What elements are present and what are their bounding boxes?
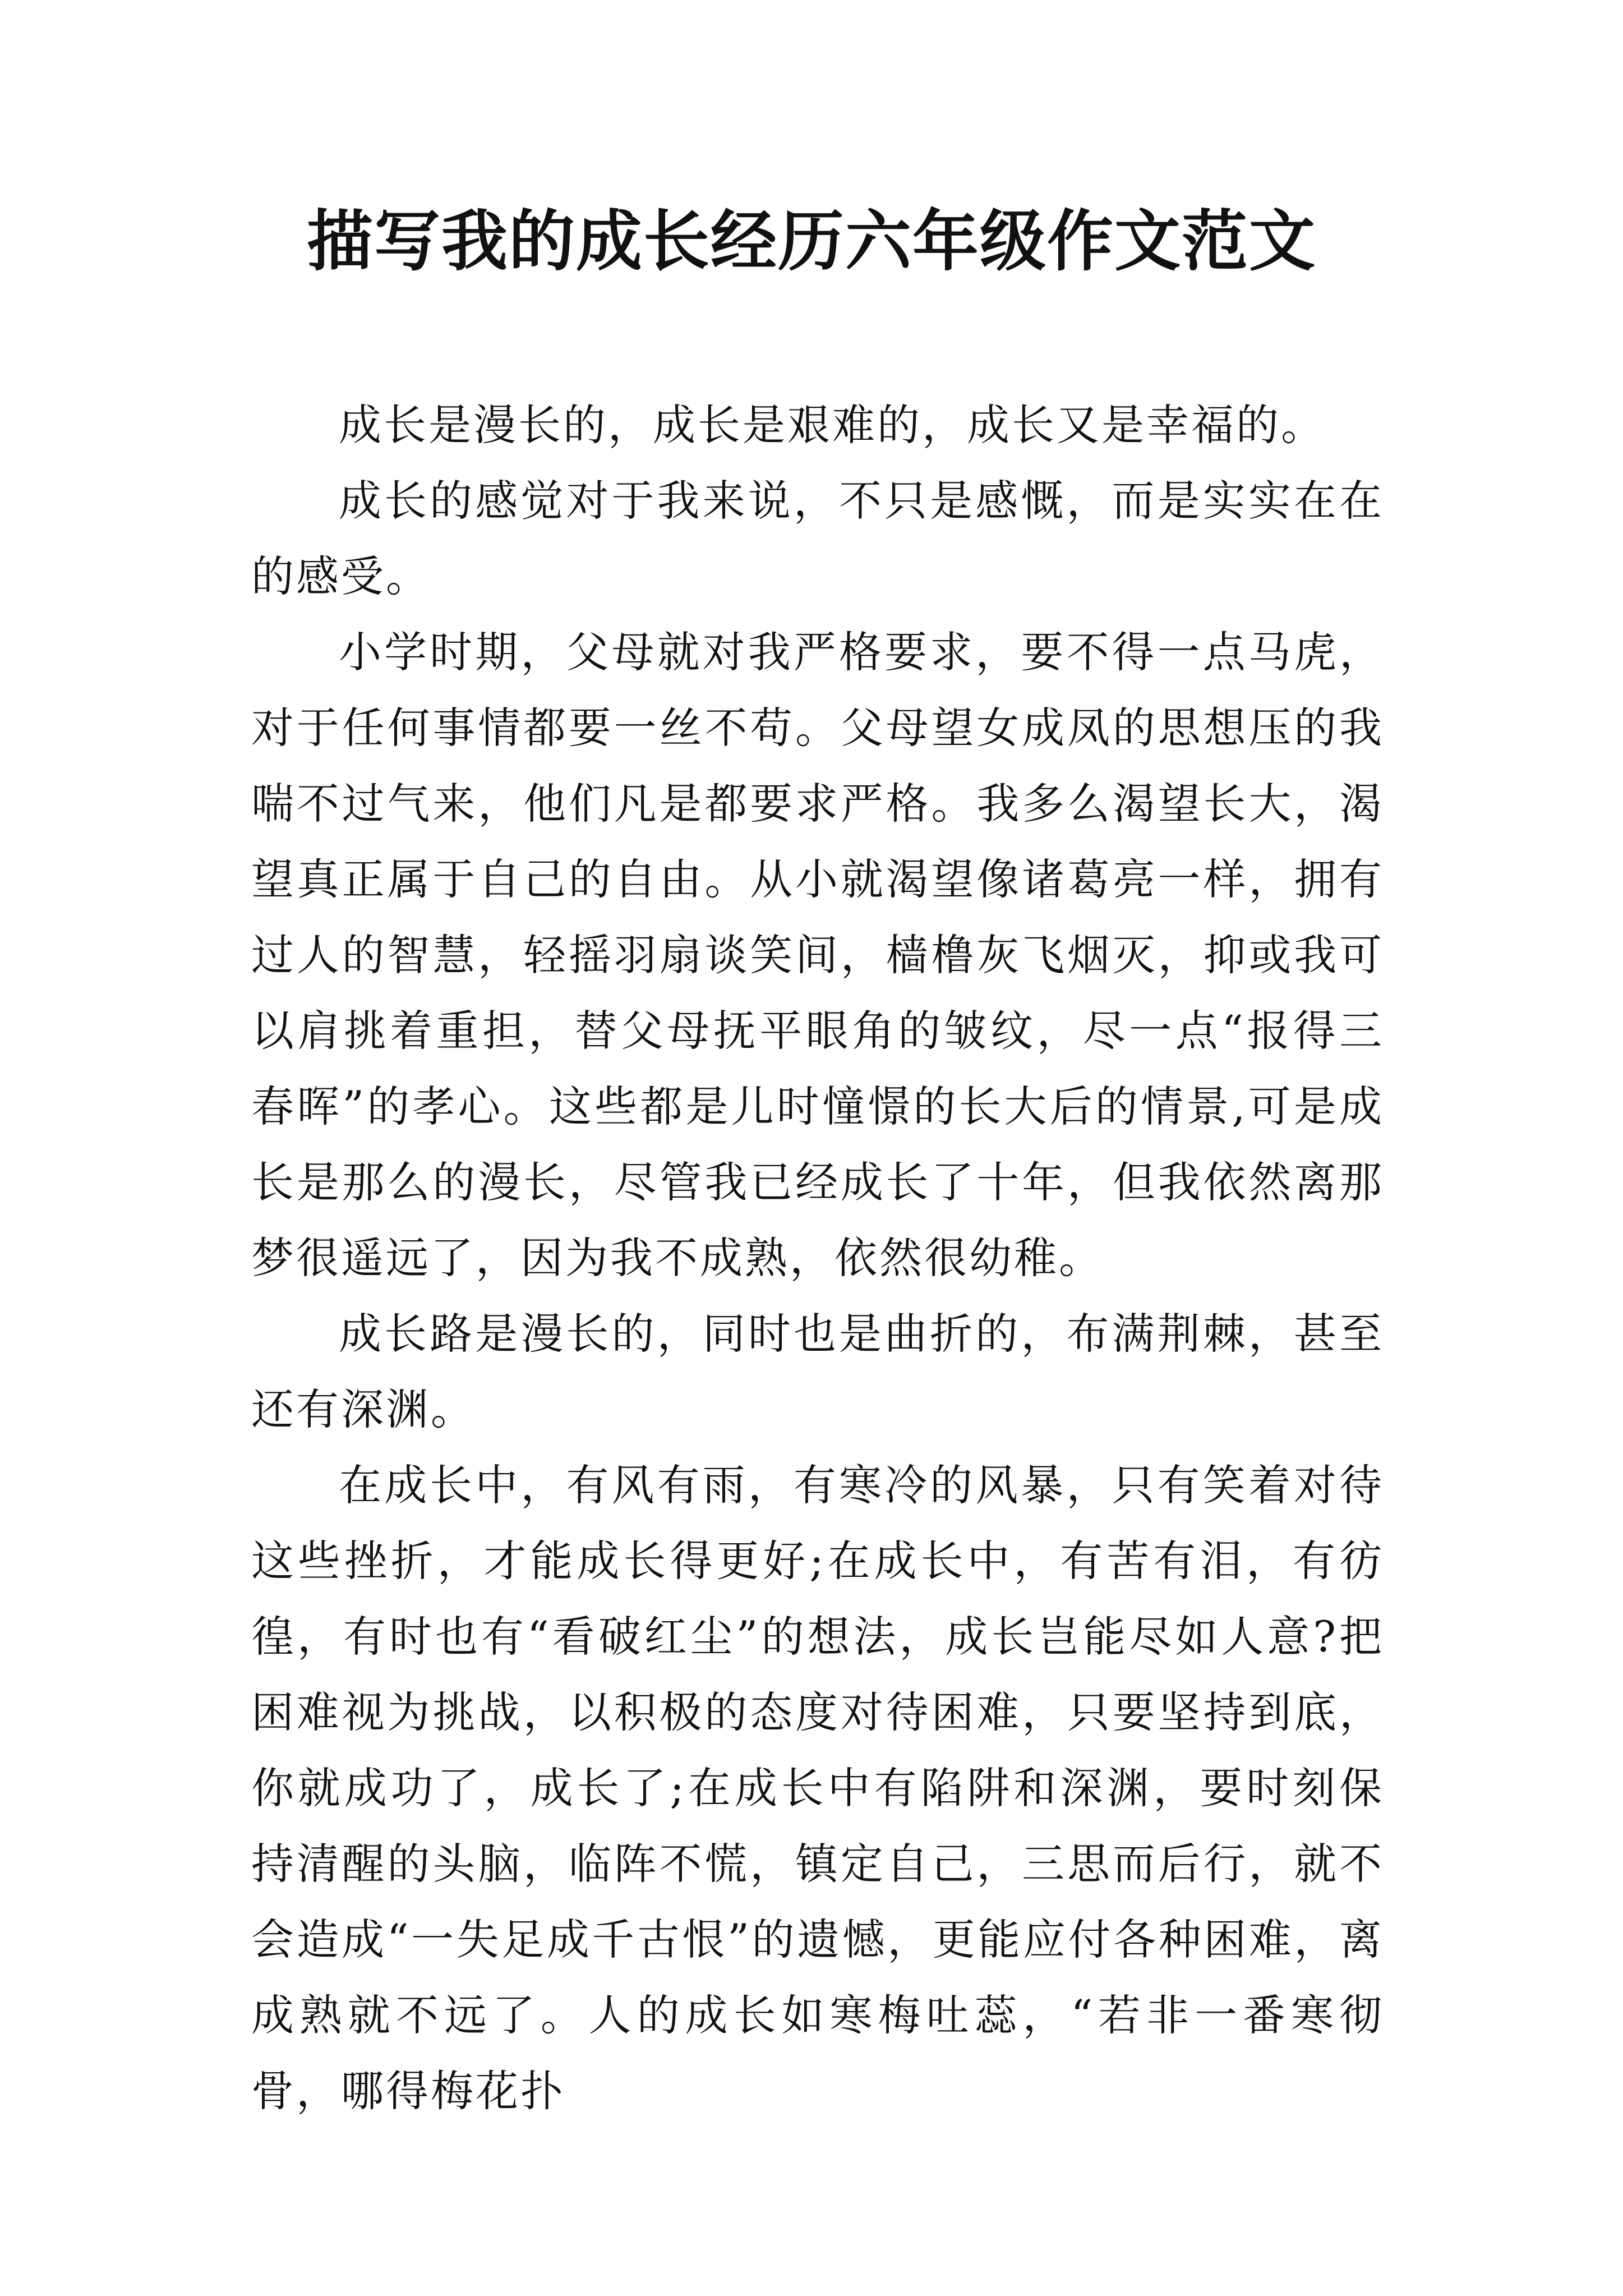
paragraph-2: 成长的感觉对于我来说，不只是感慨，而是实实在在的感受。 <box>251 476 1384 601</box>
document-title: 描写我的成长经历六年级作文范文 <box>306 202 1316 280</box>
paragraph-4: 成长路是漫长的，同时也是曲折的，布满荆棘，甚至还有深渊。 <box>251 1309 1384 1434</box>
paragraph-1: 成长是漫长的，成长是艰难的，成长又是幸福的。 <box>339 400 1326 450</box>
document-body <box>251 387 1384 2129</box>
paragraph-3: 小学时期，父母就对我严格要求，要不得一点马虎，对于任何事情都要一丝不苟。父母望女成凤的思想压的我喘不过气来，他们凡是都要求严格。我多么渴望长大，渴望真正属于自己的自由。从小就渴望像诸葛亮一样，拥有过人的智慧，轻摇羽扇谈笑间，樯橹灰飞烟灭，抑或我可以肩挑着重担，替父母抚平眼角的皱纹，尽一点“报得三春晖”的孝心。这些都是儿时憧憬的长大后的情景,可是成长是那么的漫长，尽管我已经成长了十年，但我依然离那梦很遥远了，因为我不成熟，依然很幼稚。 <box>251 627 1384 1283</box>
paragraph-5: 在成长中，有风有雨，有寒冷的风暴，只有笑着对待这些挫折，才能成长得更好;在成长中，有苦有泪，有彷徨，有时也有“看破红尘”的想法，成长岂能尽如人意?把困难视为挑战，以积极的态度对待困难，只要坚持到底，你就成功了，成长了;在成长中有陷阱和深渊，要时刻保持清醒的头脑，临阵不慌，镇定自己，三思而后行，就不会造成“一失足成千古恨”的遗憾，更能应付各种困难，离成熟就不远了。人的成长如寒梅吐蕊，“若非一番寒彻骨，哪得梅花扑 <box>251 1460 1384 2116</box>
